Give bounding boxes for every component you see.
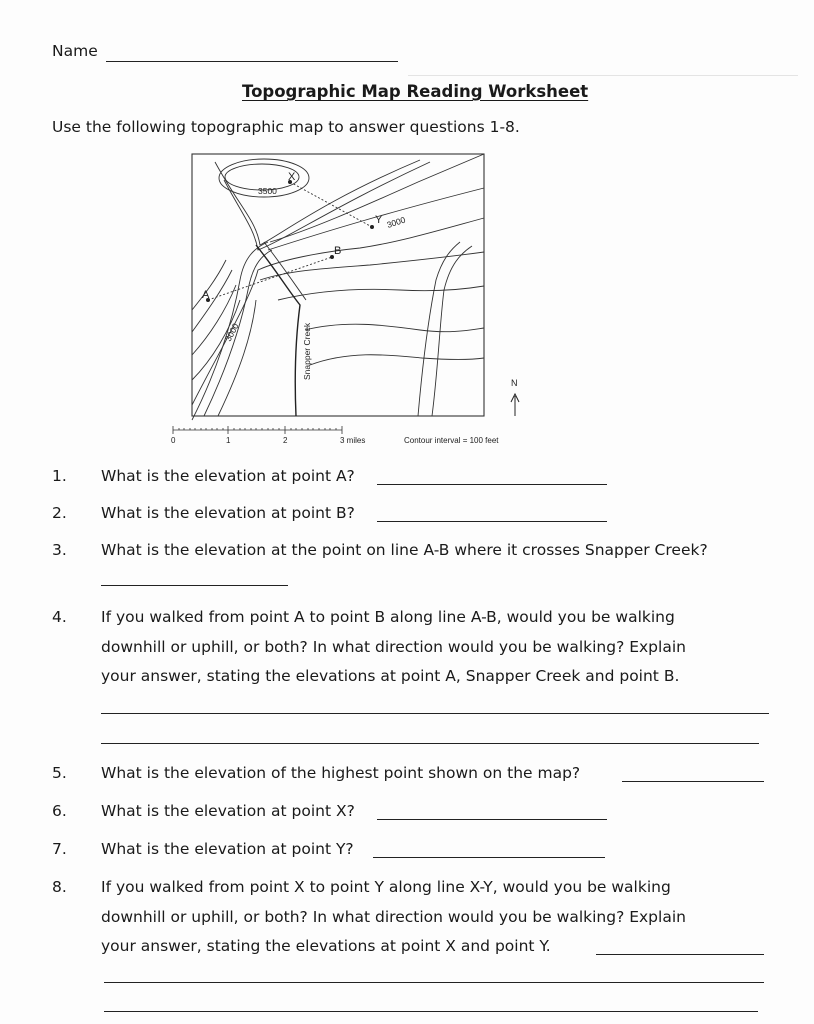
label-a: A xyxy=(202,289,210,301)
contour-line xyxy=(305,324,484,331)
question-7-text: What is the elevation at point Y? xyxy=(101,840,354,858)
question-4-line: downhill or uphill, or both? In what direction would you be walking? Explain xyxy=(101,637,686,656)
contour-line xyxy=(270,154,484,242)
question-number: 7. xyxy=(52,840,67,858)
question-number: 1. xyxy=(52,467,67,485)
answer-8-field[interactable] xyxy=(596,954,764,955)
question-8-text xyxy=(101,873,686,962)
scale-label-0: 0 xyxy=(171,436,176,445)
question-4-text xyxy=(101,603,686,692)
instructions: Use the following topographic map to answer questions 1-8. xyxy=(52,118,520,136)
answer-5-field[interactable] xyxy=(622,781,764,782)
question-number: 4. xyxy=(52,608,67,626)
contour-line xyxy=(260,252,484,280)
question-1-text: What is the elevation at point A? xyxy=(101,467,355,485)
question-8-line: your answer, stating the elevations at point X and point Y. xyxy=(101,937,551,955)
faint-divider xyxy=(408,75,798,76)
question-3-text: What is the elevation at the point on line A-B where it crosses Snapper Creek? xyxy=(101,541,708,559)
label-y: Y xyxy=(375,214,383,226)
contour-line xyxy=(310,355,484,365)
contour-line xyxy=(215,160,420,245)
question-8-line: If you walked from point X to point Y along line X-Y, would you be walking xyxy=(101,878,671,896)
question-number: 3. xyxy=(52,541,67,559)
answer-1-field[interactable] xyxy=(377,484,607,485)
question-5-text: What is the elevation of the highest point shown on the map? xyxy=(101,764,581,782)
contour-line xyxy=(204,250,272,416)
question-8-line: downhill or uphill, or both? In what direction would you be walking? Explain xyxy=(101,907,686,926)
scale-label-3: 3 miles xyxy=(340,436,366,445)
contour-interval: Contour interval = 100 feet xyxy=(404,436,499,445)
question-4-line: If you walked from point A to point B along line A-B, would you be walking xyxy=(101,608,675,626)
question-number: 5. xyxy=(52,764,67,782)
contour-line xyxy=(218,300,256,416)
question-6-text: What is the elevation at point X? xyxy=(101,802,355,820)
name-field[interactable] xyxy=(106,61,398,62)
scale-bar xyxy=(173,426,342,434)
contour-line xyxy=(432,246,472,416)
answer-6-field[interactable] xyxy=(377,819,607,820)
contour-label-3000-top: 3000 xyxy=(385,214,407,230)
question-2-text: What is the elevation at point B? xyxy=(101,504,355,522)
north-label: N xyxy=(511,378,518,388)
creek-label: Snapper Creek xyxy=(302,322,312,380)
contour-line xyxy=(192,270,232,332)
contour-line xyxy=(192,285,236,355)
contour-label-3500: 3500 xyxy=(258,186,277,196)
question-4-line: your answer, stating the elevations at point A, Snapper Creek and point B. xyxy=(101,667,680,685)
question-number: 2. xyxy=(52,504,67,522)
answer-3-field[interactable] xyxy=(101,585,288,586)
question-number: 8. xyxy=(52,878,67,896)
topographic-map xyxy=(160,150,530,450)
answer-4-field[interactable] xyxy=(101,713,769,714)
answer-8-field-2[interactable] xyxy=(104,982,764,983)
north-arrow-icon xyxy=(511,394,519,416)
answer-4-field-2[interactable] xyxy=(101,743,759,744)
contour-line xyxy=(224,162,430,250)
question-number: 6. xyxy=(52,802,67,820)
snapper-creek xyxy=(256,245,300,416)
label-b: B xyxy=(334,245,342,257)
label-x: X xyxy=(288,171,296,183)
answer-2-field[interactable] xyxy=(377,521,607,522)
contour-line xyxy=(278,286,484,300)
name-label: Name xyxy=(52,42,98,60)
contour-label-3000-left: 3000 xyxy=(222,321,241,343)
scale-label-2: 2 xyxy=(283,436,288,445)
page-title: Topographic Map Reading Worksheet xyxy=(242,82,589,101)
contour-line xyxy=(418,242,460,416)
contour-line xyxy=(192,260,226,310)
scale-label-1: 1 xyxy=(226,436,231,445)
answer-8-field-3[interactable] xyxy=(104,1011,758,1012)
answer-7-field[interactable] xyxy=(373,857,605,858)
point-y-marker xyxy=(370,225,374,229)
